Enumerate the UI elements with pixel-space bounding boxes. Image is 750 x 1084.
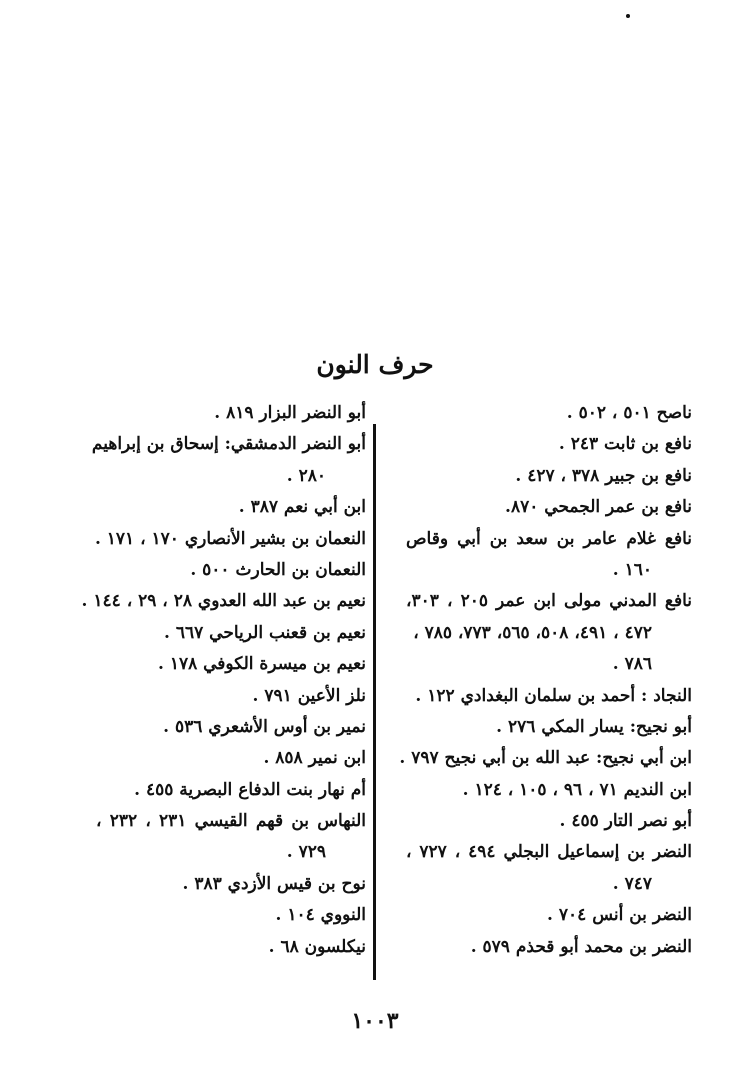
column-divider — [373, 424, 376, 980]
page-dot-mark — [626, 14, 630, 18]
index-entry: نافع بن جبير ٣٧٨ ، ٤٢٧ . — [515, 465, 692, 486]
index-entry: ناصح ٥٠١ ، ٥٠٢ . — [566, 403, 692, 423]
index-entry: أبو النضر الدمشقي: إسحاق بن إبراهيم — [91, 434, 366, 455]
index-entry: نوح بن قيس الأزدي ٣٨٣ . — [182, 873, 366, 894]
index-entry: النعمان بن الحارث ٥٠٠ . — [190, 559, 366, 580]
index-entry: أم نهار بنت الدفاع البصرية ٤٥٥ . — [134, 779, 366, 800]
index-entry: أبو نصر التار ٤٥٥ . — [559, 811, 692, 832]
index-entry: أبو النضر البزار ٨١٩ . — [214, 403, 366, 423]
index-entry: أبو نجيح: يسار المكي ٢٧٦ . — [496, 716, 692, 737]
index-entry: نعيم بن قعنب الرياحي ٦٦٧ . — [164, 622, 366, 643]
index-entry: النهاس بن قهم القيسي ٢٣١ ، ٢٣٢ ، — [96, 811, 367, 832]
index-entry: نافع غلام عامر بن سعد بن أبي وقاص — [406, 528, 692, 549]
index-entry: النضر بن محمد أبو قحذم ٥٧٩ . — [470, 936, 692, 957]
index-entry: نلز الأعين ٧٩١ . — [252, 685, 366, 706]
index-entry: نيكلسون ٦٨ . — [268, 936, 366, 957]
index-entry: نعيم بن عبد الله العدوي ٢٨ ، ٢٩ ، ١٤٤ . — [81, 591, 366, 612]
index-entry: النضر بن إسماعيل البجلي ٤٩٤ ، ٧٢٧ ، — [406, 842, 693, 863]
index-entry: النجاد : أحمد بن سلمان البغدادي ١٢٢ . — [415, 685, 692, 706]
index-entry: ابن النديم ٧١ ، ٩٦ ، ١٠٥ ، ١٢٤ . — [462, 779, 692, 800]
index-entry: ابن أبي نعم ٣٨٧ . — [238, 497, 366, 518]
index-entry: نمير بن أوس الأشعري ٥٣٦ . — [163, 716, 366, 737]
index-entry: النضر بن أنس ٧٠٤ . — [547, 905, 692, 926]
index-entry-continuation: ٧٤٧ . — [612, 873, 652, 894]
index-entry-continuation: ٧٨٦ . — [612, 654, 652, 675]
index-entry: نافع بن ثابت ٢٤٣ . — [558, 434, 692, 455]
index-entry-continuation: ٧٢٩ . — [286, 842, 326, 863]
index-entry-continuation: ٢٨٠ . — [286, 465, 326, 486]
index-entry-continuation: ١٦٠ . — [612, 559, 652, 580]
index-entry: ابن أبي نجيح: عبد الله بن أبي نجيح ٧٩٧ . — [399, 748, 692, 769]
index-entry: نعيم بن ميسرة الكوفي ١٧٨ . — [157, 654, 366, 675]
index-column-right — [399, 398, 693, 963]
index-entry: النووي ١٠٤ . — [275, 905, 366, 926]
index-entry: ابن نمير ٨٥٨ . — [263, 748, 366, 769]
index-entry: نافع بن عمر الجمحي ٨٧٠. — [505, 497, 692, 518]
section-title: حرف النون — [316, 350, 434, 379]
page-number: ١٠٠٣ — [351, 1008, 399, 1034]
index-column-left — [81, 398, 367, 963]
index-entry: نافع المدني مولى ابن عمر ٢٠٥ ، ٣٠٣، — [406, 591, 693, 612]
index-entry-continuation: ٤٧٢ ، ٤٩١، ٥٠٨، ٥٦٥، ٧٧٣، ٧٨٥ ، — [413, 622, 652, 643]
index-entry: النعمان بن بشير الأنصاري ١٧٠ ، ١٧١ . — [94, 528, 366, 549]
